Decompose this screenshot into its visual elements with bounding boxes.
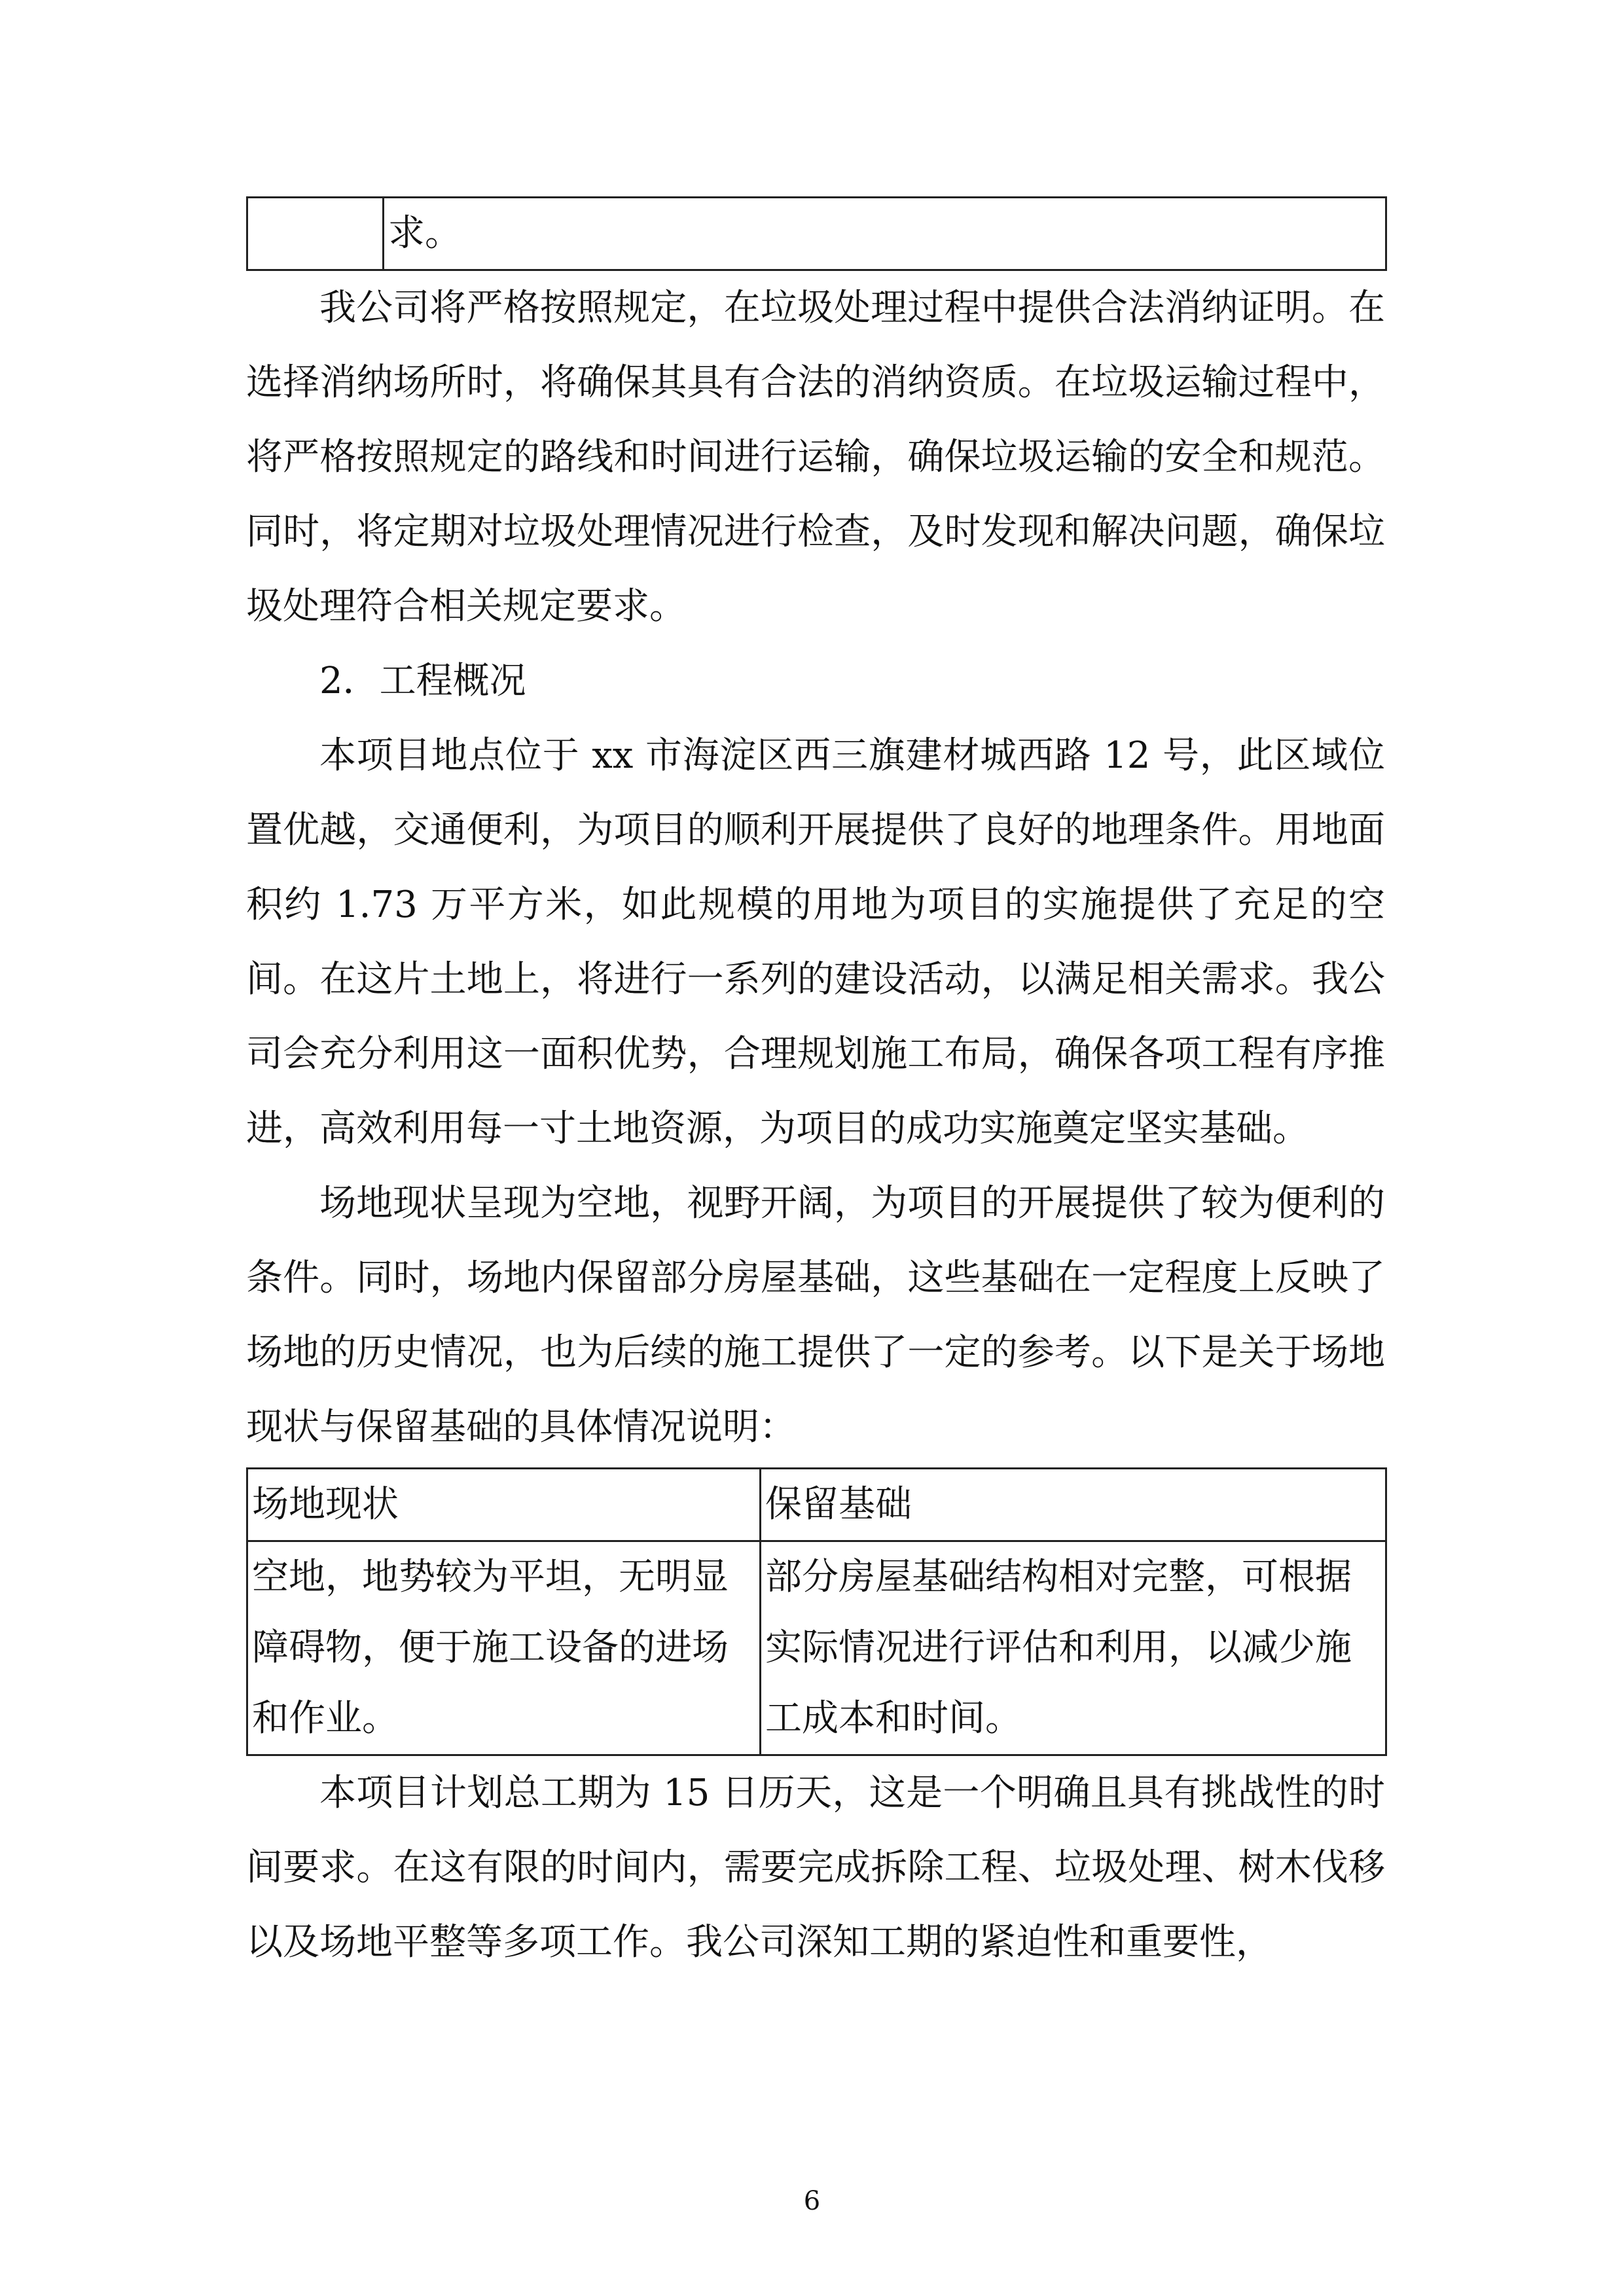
page-content (246, 196, 1385, 1980)
paragraph-project-location: 本项目地点位于 xx 市海淀区西三旗建材城西路 12 号，此区域位置优越，交通便利，为项目的顺利开展提供了良好的地理条件。用地面积约 1.73 万平方米，如此规模的用地为项目的实施提供了充足的空间。在这片土地上，将进行一系列的建设活动，以满足相关需求。我公司会充分利用这一面积优势，合理规划施工布局，确保各项工程有序推进，高效利用每一寸土地资源，为项目的成功实施奠定坚实基础。 (246, 734, 1385, 1150)
table-row (247, 198, 1386, 270)
paragraph-schedule: 本项目计划总工期为 15 日历天，这是一个明确且具有挑战性的时间要求。在这有限的时间内，需要完成拆除工程、垃圾处理、树木伐移以及场地平整等多项工作。我公司深知工期的紧迫性和重要性， (246, 1772, 1385, 1964)
page-number: 6 (803, 2186, 821, 2216)
table-header-row (247, 1469, 1386, 1541)
table-row (247, 1541, 1386, 1755)
paragraph-site-status: 场地现状呈现为空地，视野开阔，为项目的开展提供了较为便利的条件。同时，场地内保留部分房屋基础，这些基础在一定程度上反映了场地的历史情况，也为后续的施工提供了一定的参考。以下是关于场地现状与保留基础的具体情况说明： (246, 1182, 1385, 1448)
continued-table (246, 196, 1387, 271)
table-cell-site-status: 空地，地势较为平坦，无明显障碍物，便于施工设备的进场和作业。 (247, 1541, 761, 1755)
section-heading: 2．工程概况 (319, 660, 526, 702)
table-header-retained-foundation: 保留基础 (761, 1469, 1386, 1541)
table-header-site-status: 场地现状 (247, 1469, 761, 1541)
table-cell-label (247, 198, 384, 270)
table-cell-retained-foundation: 部分房屋基础结构相对完整，可根据实际情况进行评估和利用，以减少施工成本和时间。 (761, 1541, 1386, 1755)
site-status-table (246, 1467, 1387, 1756)
table-cell-content: 求。 (384, 198, 1386, 270)
paragraph-waste-disposal: 我公司将严格按照规定，在垃圾处理过程中提供合法消纳证明。在选择消纳场所时，将确保其具有合法的消纳资质。在垃圾运输过程中，将严格按照规定的路线和时间进行运输，确保垃圾运输的安全和规范。同时，将定期对垃圾处理情况进行检查，及时发现和解决问题，确保垃圾处理符合相关规定要求。 (246, 287, 1385, 628)
